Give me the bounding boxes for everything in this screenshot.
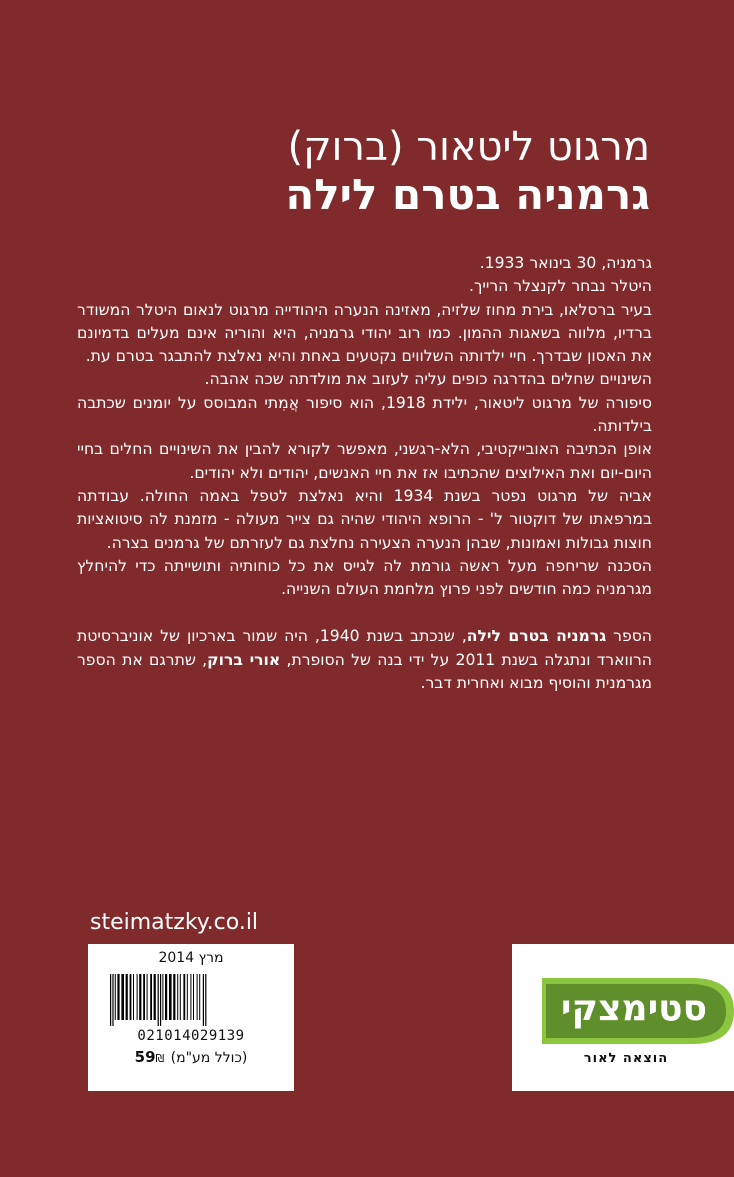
credits-lead: הספר (606, 627, 652, 646)
barcode-bar (147, 974, 148, 1020)
price-amount: 59 (134, 1048, 156, 1066)
blurb-paragraph: אביה של מרגוט נפטר בשנת 1934 והיא נאלצת לטפל באמה החולה. עבודתה במרפאתו של דוקטור ל' - הרופא היהודי שהיה גם צייר מעולה - מזמנת לה סיטואציות חוצות גבולות ואמונות, שבהן הנערה הצעירה נחלצת גם לעזרתם של גרמנים בצרה. (77, 486, 652, 552)
back-cover-blurb (77, 252, 652, 695)
barcode-label (88, 944, 294, 1091)
barcode-bar (130, 974, 132, 1020)
publication-date: מרץ 2014 (158, 950, 224, 966)
barcode-bar (162, 974, 163, 1020)
barcode-bar (203, 974, 204, 1026)
barcode-bar (139, 974, 141, 1020)
barcode-bar (205, 974, 206, 1026)
barcode-bar (143, 974, 145, 1020)
shekel-icon: ₪ (155, 1052, 165, 1065)
barcode-bar (193, 974, 194, 1020)
blurb-paragraph: היטלר נבחר לקנצלר הרייך. (469, 277, 652, 296)
barcode-bar (160, 974, 161, 1026)
publisher-website: steimatzky.co.il (90, 910, 259, 935)
barcode-bar (110, 974, 111, 1026)
book-credits-paragraph (77, 625, 652, 695)
barcode-bar (117, 974, 119, 1020)
book-title: גרמניה בטרם לילה (285, 170, 650, 219)
barcode-bar (158, 974, 159, 1026)
price-label (88, 1048, 294, 1066)
blurb-paragraph: סיפורה של מרגוט ליטאור, ילידת 1918, הוא סיפור אֲמִתי המבוסס על יומנים שכתבה בילדותה. (77, 393, 653, 436)
credits-tail: , שתרגם את הספר מגרמנית והוסיף מבוא ואחרית דבר. (77, 650, 652, 693)
barcode-bar (199, 974, 200, 1020)
barcode-bar (137, 974, 138, 1020)
author-name: מרגוט ליטאור (ברוק) (287, 124, 650, 170)
barcode-bar (112, 974, 113, 1026)
credits-book-title: גרמניה בטרם לילה (466, 627, 607, 646)
credits-middle: , שנכתב בשנת 1940, היה שמור בארכיון של אוניברסיטת הרווארד ונתגלה בשנת 2011 על ידי בנה של הסופרת, (77, 627, 652, 669)
barcode-bar (183, 974, 185, 1020)
barcode-bar (197, 974, 198, 1020)
barcode-bar (133, 974, 134, 1020)
blurb-paragraph: בעיר ברסלאו, בירת מחוז שלזיה, מאזינה הנערה היהודייה מרגוט לנאום היטלר המשודר ברדיו, מלווה בשאגות ההמון. כמו רוב יהודי גרמניה, היא והוריה אינם מעלים בדמיונם את האסון שבדרך. חיי ילדותה השלווים נקטעים באחת והיא נאלצת להתבגר בטרם עת. (77, 300, 652, 366)
barcode-bar (187, 974, 188, 1020)
barcode-number: 021014029139 (137, 1028, 245, 1044)
blurb-paragraph: גרמניה, 30 בינואר 1933. (479, 254, 652, 272)
barcode-bar (115, 974, 116, 1020)
barcode-bar (126, 974, 128, 1020)
barcode-bar (154, 974, 156, 1020)
barcode-bar (190, 974, 191, 1020)
blurb-paragraph: הסכנה שריחפה מעל ראשה גורמת לה לגייס את כל כוחותיה ותושייתה כדי להיחלץ מגרמניה כמה חודשים לפני פרוץ מלחמת העולם השנייה. (77, 556, 652, 599)
barcode-bar (165, 974, 167, 1020)
blurb-paragraph: אופן הכתיבה האובייקטיבי, הלא-רגשני, מאפשר לקורא להבין את השינויים החלים בחיי היום-יום ואת האילוצים שהכתיבו אז את חיי האנשים, יהודים ולא יהודים. (77, 440, 652, 482)
barcode-bar (169, 974, 172, 1020)
barcode-bar (173, 974, 175, 1020)
price-note: (כולל מע"מ) (170, 1050, 248, 1066)
publisher-logo-text: סטימצקי (560, 988, 708, 1029)
blurb-paragraph: השינויים שחלים בהדרגה כופים עליה לעזוב את מולדתה שכה אהבה. (204, 370, 652, 389)
publisher-logo-panel (512, 944, 734, 1091)
barcode-bar (150, 974, 152, 1020)
publisher-tagline: הוצאה לאור (583, 1051, 669, 1066)
barcode-bar (180, 974, 181, 1020)
barcode-bars (108, 974, 274, 1026)
credits-translator: אורי ברוק (207, 650, 281, 669)
barcode-bar (177, 974, 178, 1020)
barcode-bar (121, 974, 124, 1020)
